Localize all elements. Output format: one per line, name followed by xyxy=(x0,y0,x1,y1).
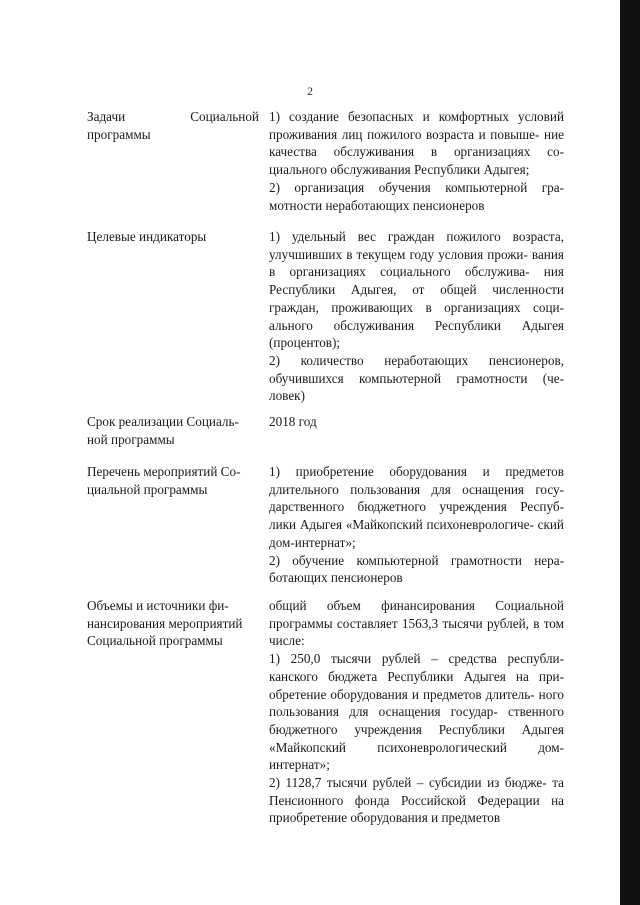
section-item: 2) организация обучения компьютерной гра- мотности неработающих пенсионеров xyxy=(269,179,564,213)
section-item: общий объем финансирования Социальной программы составляет 1563,3 тысячи рублей, в том числе: xyxy=(269,598,564,649)
section-label-line: программы xyxy=(87,126,151,142)
section-item: 1) приобретение оборудования и предметов длительного пользования для оснащения госу- дарственного бюджетного учреждения Респуб- лики Адыгея «Майкопский психоневрологиче- ский дом-интернат»; xyxy=(269,464,564,550)
section-label-line: Объемы и источники фи- xyxy=(87,598,229,613)
section-item: 1) удельный вес граждан пожилого возраста, улучшивших в текущем году условия прожи- вания в организациях социального обслужива- ния Республики Адыгея, от общей численности граждан, проживающих в организациях соци- ального обслуживания Республики Адыгея (процентов); xyxy=(269,229,564,351)
scan-edge xyxy=(620,0,640,905)
section-item: 2) количество неработающих пенсионеров, обучившихся компьютерной грамотности (че- ловек) xyxy=(269,352,564,404)
section-label xyxy=(87,228,259,246)
section-content xyxy=(269,597,564,827)
section-item: 2) обучение компьютерной грамотности нера- ботающих пенсионеров xyxy=(269,552,564,586)
section-label-line: Задачи Социальной xyxy=(87,109,259,124)
section-label xyxy=(87,463,259,498)
section-label-line: Целевые индикаторы xyxy=(87,229,207,244)
section-label-line: Перечень мероприятий Со- xyxy=(87,464,241,479)
section-label-line: Социальной программы xyxy=(87,633,223,649)
page-number: 2 xyxy=(307,84,313,98)
section-item: 2) 1128,7 тысячи рублей – субсидии из бюдже- та Пенсионного фонда Российской Федерации на приобретение оборудования и предметов xyxy=(269,775,564,826)
section-label xyxy=(87,597,259,650)
section-item: 1) 250,0 тысячи рублей – средства республи- канского бюджета Республики Адыгея на при- обретение оборудования и предметов длитель- ного пользования для оснащения государ- ственного бюджетного учреждения Республики Адыгея «Майкопский психоневрологический дом-интернат»; xyxy=(269,651,564,773)
section-item: 2018 год xyxy=(269,414,317,429)
section-label-line: ной программы xyxy=(87,431,175,447)
section-content xyxy=(269,228,564,405)
section-label xyxy=(87,108,259,143)
section-item: 1) создание безопасных и комфортных условий проживания лиц пожилого возраста и повыше- ние качества обслуживания в организациях со- циального обслуживания Республики Адыгея; xyxy=(269,109,564,178)
section-content xyxy=(269,108,564,214)
section-content xyxy=(269,413,564,431)
section-label xyxy=(87,413,259,448)
section-content xyxy=(269,463,564,587)
section-label-line: нансирования мероприятий xyxy=(87,615,243,631)
section-label-line: Срок реализации Социаль- xyxy=(87,414,239,429)
section-label-line: циальной программы xyxy=(87,481,208,497)
